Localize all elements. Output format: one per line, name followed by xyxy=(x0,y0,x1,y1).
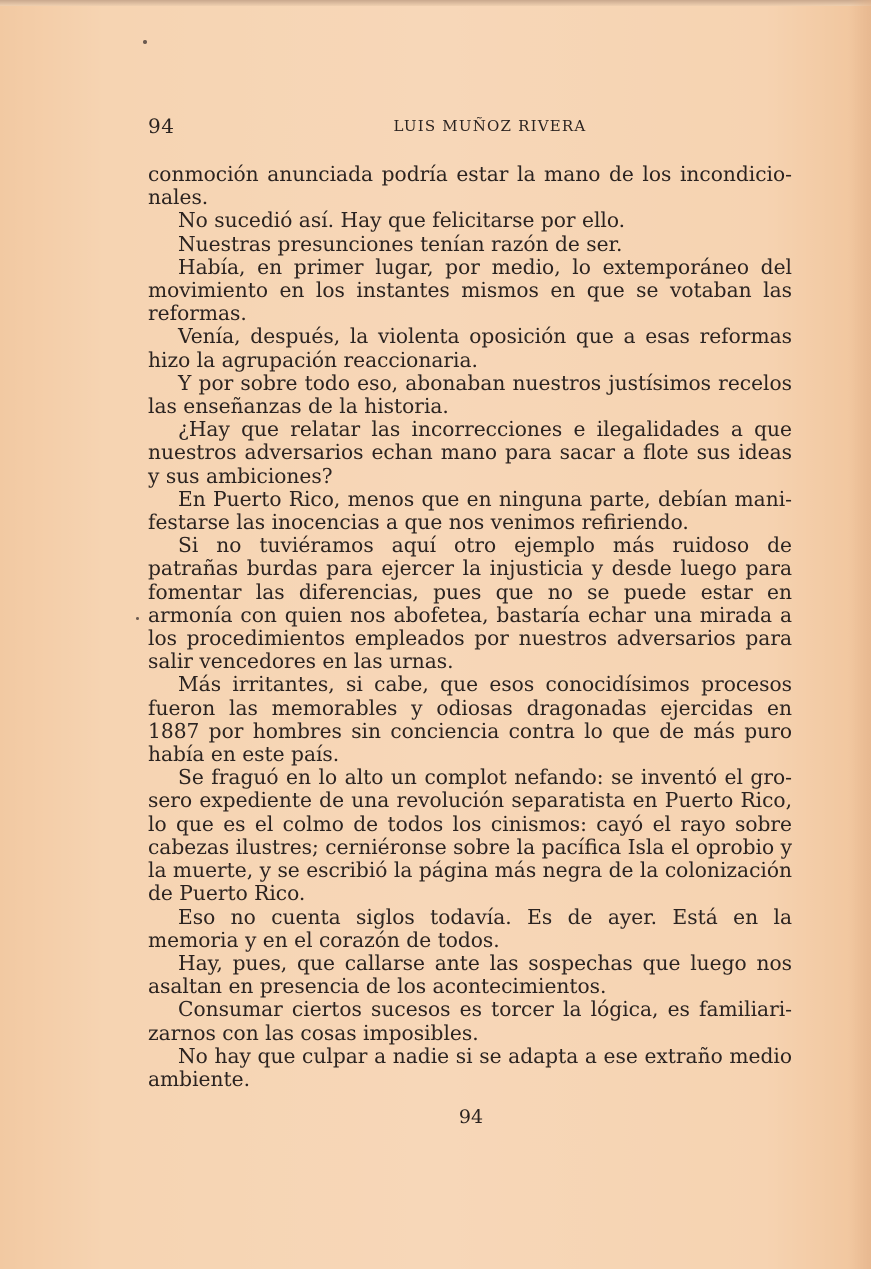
book-page xyxy=(148,0,792,1269)
paragraph: Y por sobre todo eso, abonaban nuestros justísimos recelos las enseñanzas de la historia. xyxy=(148,370,792,419)
paragraph: conmoción anunciada podría estar la mano de los incondicionales. xyxy=(148,162,792,210)
paragraph: Nuestras presunciones tenían razón de ser. xyxy=(178,231,623,256)
paragraph: Eso no cuenta siglos todavía. Es de ayer. Está en la memoria y en el corazón de todos. xyxy=(148,904,792,952)
page-number-bottom: 94 xyxy=(458,1106,484,1128)
page-number-top: 94 xyxy=(148,114,175,138)
paragraph: ¿Hay que relatar las incorrecciones e ilegalidades a que nuestros adversarios echan mano para sacar a flote sus ideas y sus ambiciones? xyxy=(148,417,792,488)
running-head xyxy=(148,114,792,140)
paragraph: Había, en primer lugar, por medio, lo extemporáneo del movimiento en los instantes mismos en que se votaban las reformas. xyxy=(148,254,792,326)
paragraph: Si no tuviéramos aquí otro ejemplo más ruidoso de patrañas burdas para ejercer la injusticia y desde luego para fomentar las diferencias, pues que no se puede estar en armonía con quien nos abofetea, bastaría echar una mirada a los procedimientos empleados por nuestros adversarios para salir vencedores en las urnas. xyxy=(148,533,792,674)
running-title: LUIS MUÑOZ RIVERA xyxy=(393,117,587,135)
paragraph: No sucedió así. Hay que felicitarse por ello. xyxy=(178,208,626,233)
paragraph: En Puerto Rico, menos que en ninguna parte, debían manifestarse las inocencias a que nos venimos refiriendo. xyxy=(148,486,792,535)
body-text xyxy=(148,163,792,1091)
paragraph: Consumar ciertos sucesos es torcer la lógica, es familiarizarnos con las cosas imposibles. xyxy=(148,997,792,1045)
paragraph: Se fraguó en lo alto un complot nefando: se inventó el grosero expediente de una revolución separatista en Puerto Rico, lo que es el colmo de todos los cinismos: cayó el rayo sobre cabezas ilustres; cerniéronse sobre la pacífica Isla el oprobio y la muerte, y se escribió la página más negra de la colonización de Puerto Rico. xyxy=(148,765,792,906)
paragraph: Venía, después, la violenta oposición que a esas reformas hizo la agrupación reaccionaria. xyxy=(148,324,792,372)
paper-speck xyxy=(143,40,147,44)
paragraph: Más irritantes, si cabe, que esos conocidísimos procesos fueron las memorables y odiosas dragonadas ejercidas en 1887 por hombres sin conciencia contra lo que de más puro había en este país. xyxy=(148,672,792,767)
paper-speck xyxy=(136,617,139,620)
paragraph: Hay, pues, que callarse ante las sospechas que luego nos asaltan en presencia de los acontecimientos. xyxy=(148,950,792,999)
page-right-edge xyxy=(849,0,871,1269)
paragraph: No hay que culpar a nadie si se adapta a ese extraño medio ambiente. xyxy=(148,1043,792,1091)
